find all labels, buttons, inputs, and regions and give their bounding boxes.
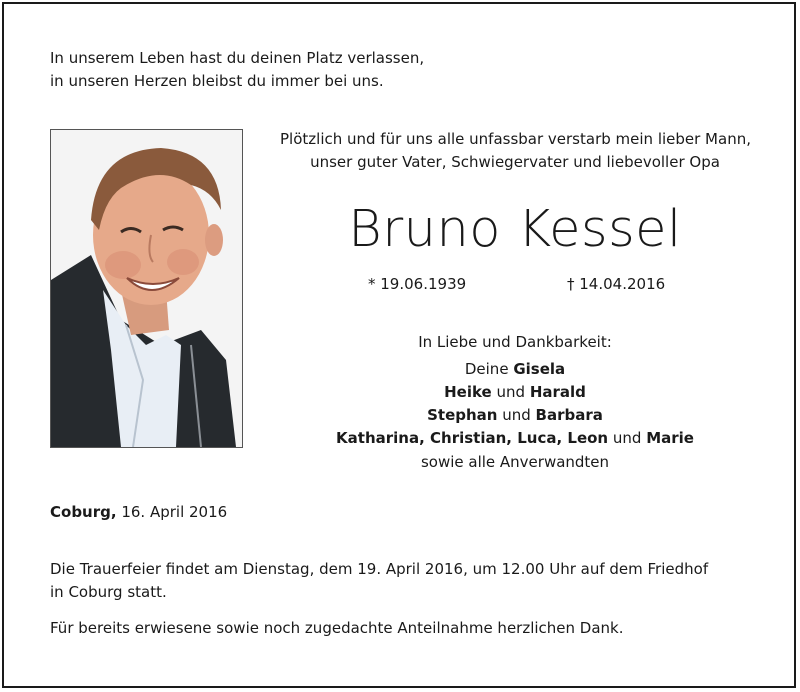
place-date (50, 501, 227, 524)
portrait-image (51, 130, 242, 447)
mourner-name-heike: Heike (444, 383, 492, 401)
death-date: † 14.04.2016 (567, 275, 666, 293)
mourner-line-1: Deine Gisela (464, 360, 566, 378)
mourner-line-4: Katharina, Christian, Luca, Leon und Marie (336, 429, 694, 447)
mourner-name-barbara: Barbara (535, 406, 603, 424)
intro-line-2: in unseren Herzen bleibst du immer bei uns. (50, 72, 384, 90)
place: Coburg, (50, 503, 117, 521)
mourner-name-marie: Marie (646, 429, 694, 447)
deceased-name: Bruno Kessel (348, 200, 682, 259)
mourner-line-2: Heike und Harald (444, 383, 586, 401)
mourner-line-5: sowie alle Anverwandten (420, 453, 610, 471)
thanks-text: Für bereits erwiesene sowie noch zugedachte Anteilnahme herzlichen Dank. (50, 619, 624, 637)
portrait-photo (50, 129, 243, 448)
date: 16. April 2016 (116, 503, 228, 521)
mourner-name-harald: Harald (529, 383, 586, 401)
funeral-line-1: Die Trauerfeier findet am Dienstag, dem 19. April 2016, um 12.00 Uhr auf dem Friedhof (50, 560, 709, 578)
announcement-line-1: Plötzlich und für uns alle unfassbar verstarb mein lieber Mann, (280, 130, 751, 148)
birth-date: * 19.06.1939 (368, 275, 467, 293)
mourner-names-grandchildren: Katharina, Christian, Luca, Leon (336, 429, 609, 447)
funeral-line-2: in Coburg statt. (50, 583, 167, 601)
mourner-line-3: Stephan und Barbara (427, 406, 603, 424)
announcement-line-2: unser guter Vater, Schwiegervater und liebevoller Opa (310, 153, 720, 171)
intro-line-1: In unserem Leben hast du deinen Platz verlassen, (50, 49, 425, 67)
mourners-intro: In Liebe und Dankbarkeit: (418, 333, 612, 351)
mourner-name-stephan: Stephan (427, 406, 498, 424)
mourner-name-gisela: Gisela (513, 360, 566, 378)
